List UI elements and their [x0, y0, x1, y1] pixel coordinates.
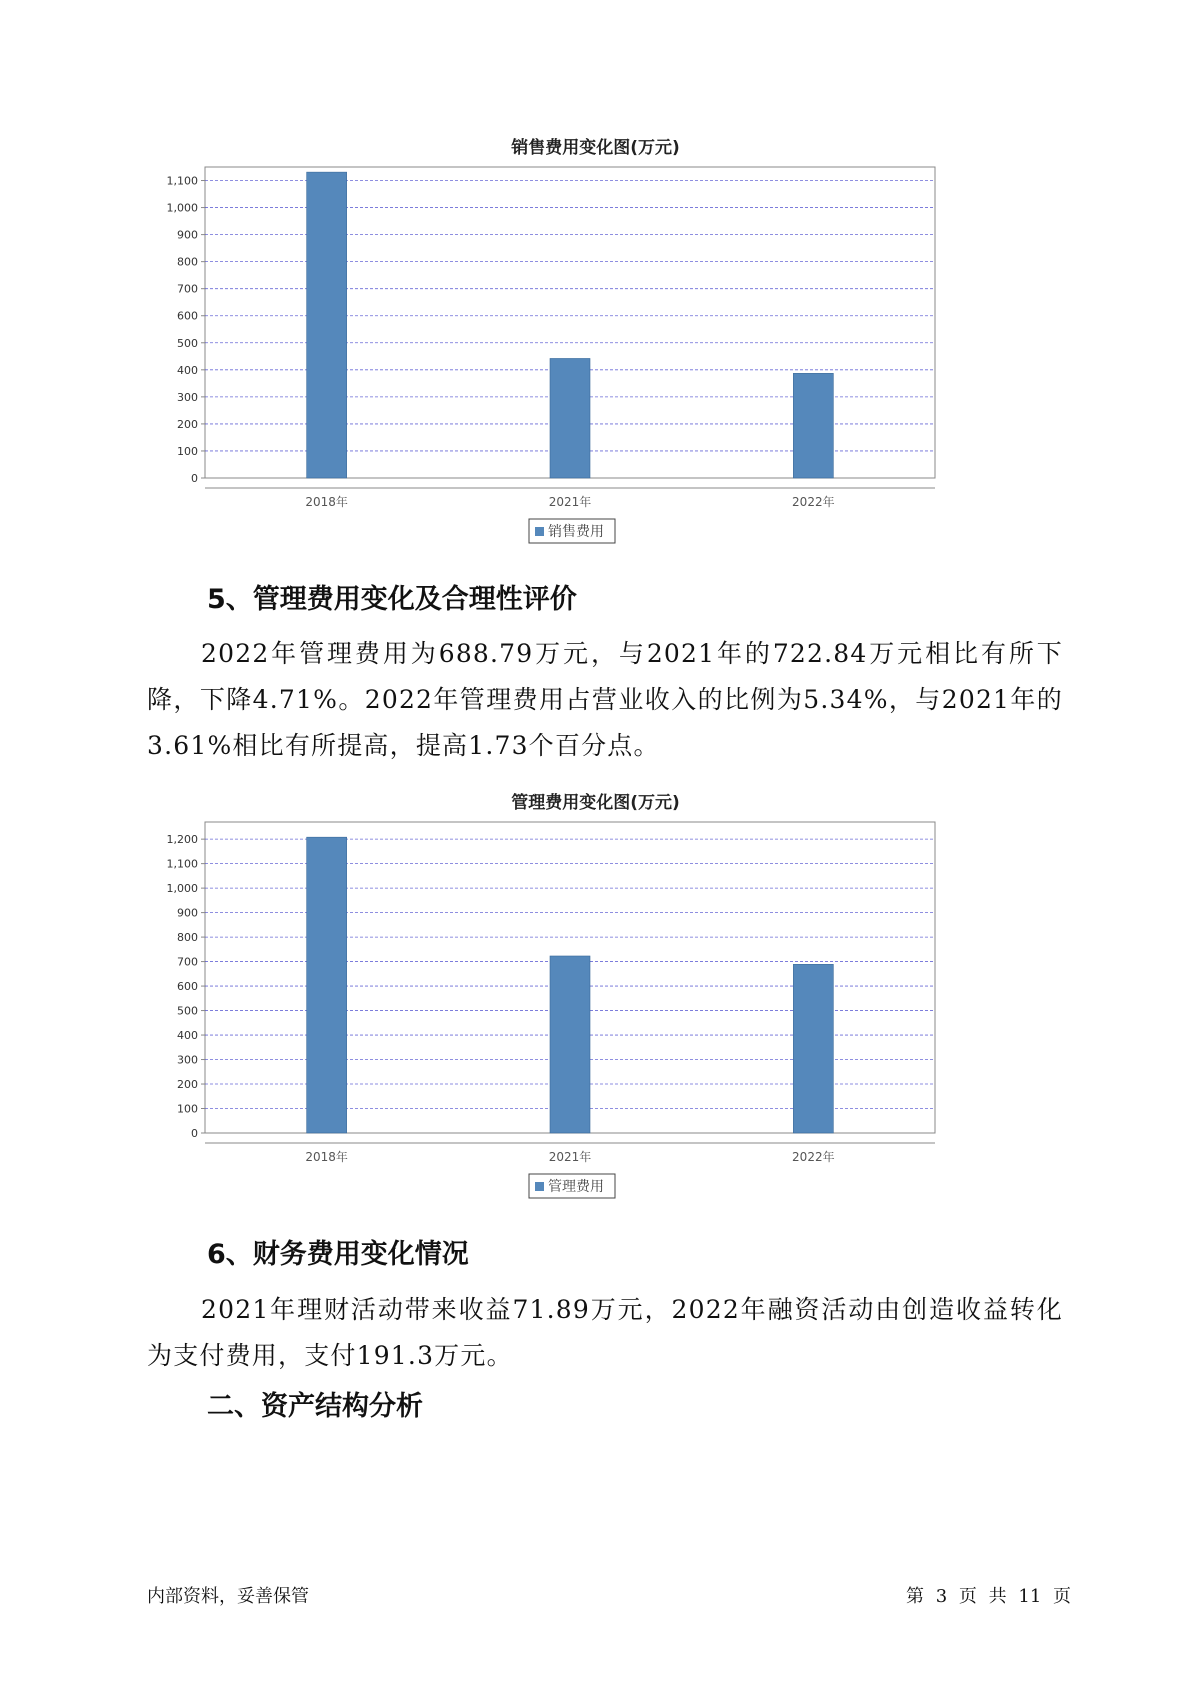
y-tick-label: 800 — [177, 255, 198, 269]
legend — [529, 519, 615, 543]
y-tick-label: 900 — [177, 228, 198, 242]
legend-label: 销售费用 — [548, 524, 604, 540]
section5-heading: 5、管理费用变化及合理性评价 — [207, 584, 577, 615]
footer-page-number: 第 3 页 共 11 页 — [906, 1586, 1071, 1607]
y-tick-label: 1,000 — [166, 201, 198, 215]
admin-expense-chart — [150, 815, 1020, 1205]
y-tick-label: 1,200 — [166, 833, 198, 847]
legend-swatch — [535, 1182, 544, 1191]
y-tick-label: 200 — [177, 1078, 198, 1092]
y-tick-label: 400 — [177, 363, 198, 377]
y-tick-label: 100 — [177, 1102, 198, 1116]
section6-heading: 6、财务费用变化情况 — [207, 1239, 469, 1270]
section6-paragraph: 2021年理财活动带来收益71.89万元，2022年融资活动由创造收益转化为支付费用，支付191.3万元。 — [147, 1295, 1063, 1370]
footer-confidential: 内部资料，妥善保管 — [147, 1586, 309, 1607]
y-tick-label: 400 — [177, 1029, 198, 1043]
sales-expense-chart — [150, 160, 1020, 550]
section-two-heading: 二、资产结构分析 — [207, 1391, 423, 1422]
y-tick-label: 600 — [177, 309, 198, 323]
legend — [529, 1174, 615, 1198]
sales-expense-chart-title: 销售费用变化图(万元) — [511, 138, 680, 158]
y-tick-label: 300 — [177, 390, 198, 404]
y-tick-label: 300 — [177, 1053, 198, 1067]
legend-label: 管理费用 — [548, 1179, 604, 1195]
x-tick-label: 2018年 — [305, 1150, 348, 1164]
y-tick-label: 200 — [177, 417, 198, 431]
y-tick-label: 700 — [177, 955, 198, 969]
y-tick-label: 1,100 — [166, 857, 198, 871]
y-tick-label: 700 — [177, 282, 198, 296]
y-tick-label: 1,100 — [166, 174, 198, 188]
legend-swatch — [535, 527, 544, 536]
y-tick-label: 500 — [177, 1004, 198, 1018]
x-tick-label: 2018年 — [305, 495, 348, 509]
x-tick-label: 2021年 — [548, 1150, 592, 1164]
y-tick-label: 1,000 — [166, 882, 198, 896]
bar-2022年 — [793, 373, 833, 478]
x-tick-label: 2022年 — [792, 495, 835, 509]
bar-2021年 — [550, 956, 590, 1133]
bar-2018年 — [307, 172, 347, 478]
y-tick-label: 900 — [177, 906, 198, 920]
y-tick-label: 100 — [177, 444, 198, 458]
x-tick-label: 2021年 — [548, 495, 592, 509]
bar-2018年 — [307, 837, 347, 1133]
y-tick-label: 0 — [191, 472, 198, 485]
admin-expense-chart-title: 管理费用变化图(万元) — [511, 793, 680, 813]
y-tick-label: 0 — [191, 1127, 198, 1140]
y-tick-label: 600 — [177, 980, 198, 994]
y-tick-label: 800 — [177, 931, 198, 945]
bar-2022年 — [793, 964, 833, 1133]
section5-paragraph: 2022年管理费用为688.79万元，与2021年的722.84万元相比有所下降，下降4.71%。2022年管理费用占营业收入的比例为5.34%，与2021年的3.61%相比有所提高，提高1.73个百分点。 — [147, 639, 1063, 760]
y-tick-label: 500 — [177, 336, 198, 350]
x-tick-label: 2022年 — [792, 1150, 835, 1164]
bar-2021年 — [550, 358, 590, 478]
